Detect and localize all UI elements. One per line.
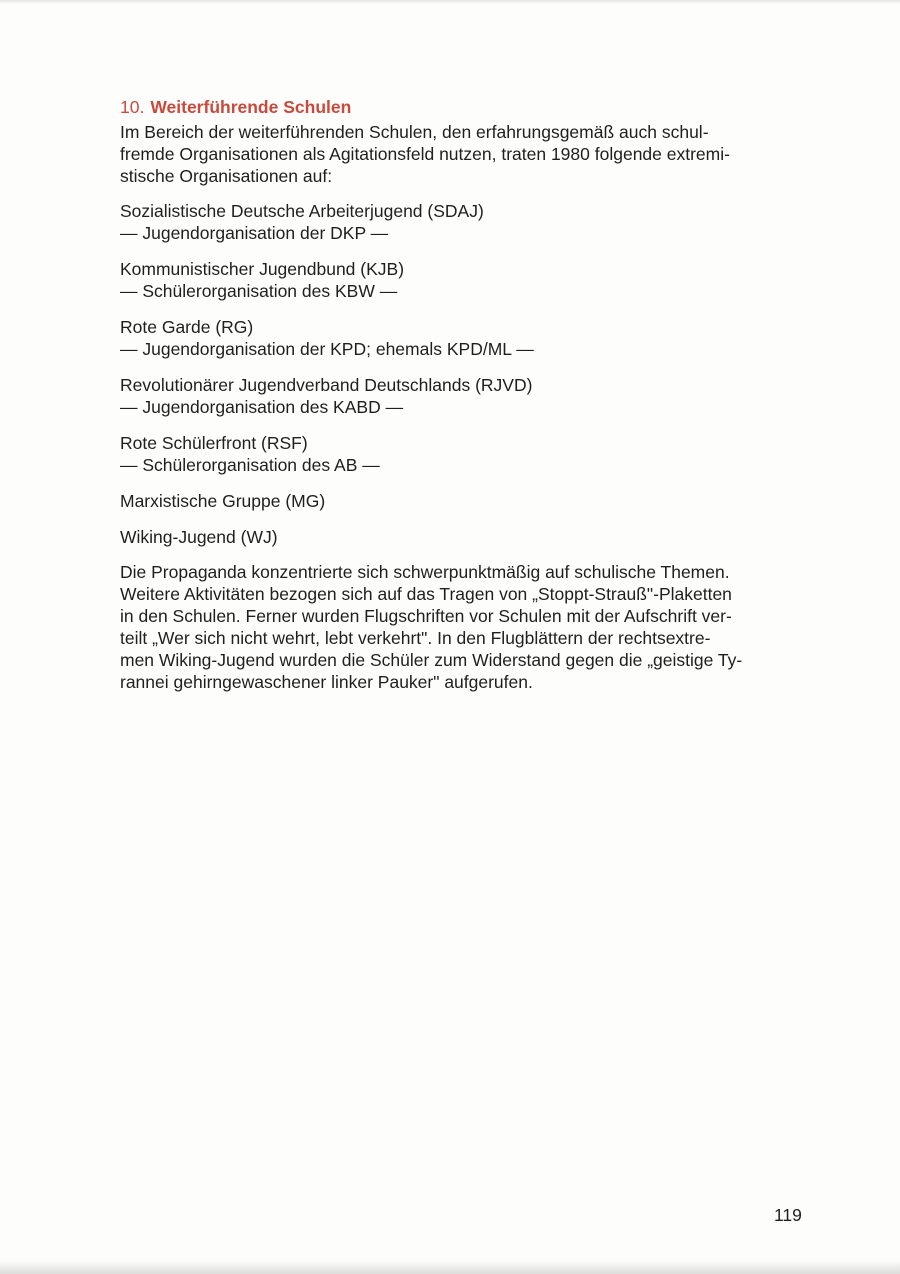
organization-item (120, 526, 808, 548)
organization-name: Rote Schülerfront (RSF) (120, 433, 308, 453)
page-number: 119 (774, 1205, 802, 1225)
organization-item (120, 490, 808, 512)
organization-description: — Jugendorganisation der KPD; ehemals KPD/ML — (120, 339, 534, 359)
scan-edge-top (0, 0, 900, 4)
organization-name: Rote Garde (RG) (120, 317, 254, 337)
organization-item (120, 316, 808, 360)
organization-name: Wiking-Jugend (WJ) (120, 527, 278, 547)
organization-name: Marxistische Gruppe (MG) (120, 491, 326, 511)
organization-description: — Jugendorganisation der DKP — (120, 223, 389, 243)
closing-line: teilt „Wer sich nicht wehrt, lebt verkehrt". In den Flugblättern der rechtsextre- (120, 628, 711, 648)
organization-description: — Schülerorganisation des KBW — (120, 281, 398, 301)
organization-list (120, 200, 808, 548)
closing-line: in den Schulen. Ferner wurden Flugschriften vor Schulen mit der Aufschrift ver- (120, 606, 732, 626)
organization-description: — Schülerorganisation des AB — (120, 455, 380, 475)
page-content (120, 96, 808, 693)
intro-line: fremde Organisationen als Agitationsfeld nutzen, traten 1980 folgende extremi- (120, 144, 730, 164)
organization-name: Revolutionärer Jugendverband Deutschlands (RJVD) (120, 375, 533, 395)
organization-description: — Jugendorganisation des KABD — (120, 397, 404, 417)
organization-item (120, 374, 808, 418)
closing-line: men Wiking-Jugend wurden die Schüler zum Widerstand gegen die „geistige Ty- (120, 650, 743, 670)
scan-edge-bottom (0, 1260, 900, 1274)
closing-paragraph (120, 561, 808, 693)
organization-item (120, 200, 808, 244)
organization-name: Sozialistische Deutsche Arbeiterjugend (SDAJ) (120, 201, 484, 221)
organization-name: Kommunistischer Jugendbund (KJB) (120, 259, 405, 279)
closing-line: rannei gehirngewaschener linker Pauker" aufgerufen. (120, 672, 533, 692)
intro-line: Im Bereich der weiterführenden Schulen, den erfahrungsgemäß auch schul- (120, 122, 709, 142)
section-number: 10. (120, 97, 145, 117)
section-title: Weiterführende Schulen (150, 97, 352, 117)
section-heading (120, 96, 808, 118)
closing-line: Weitere Aktivitäten bezogen sich auf das Tragen von „Stoppt-Strauß"-Plaketten (120, 584, 732, 604)
intro-paragraph (120, 121, 808, 187)
closing-line: Die Propaganda konzentrierte sich schwerpunktmäßig auf schulische Themen. (120, 562, 730, 582)
organization-item (120, 258, 808, 302)
intro-line: stische Organisationen auf: (120, 166, 333, 186)
organization-item (120, 432, 808, 476)
